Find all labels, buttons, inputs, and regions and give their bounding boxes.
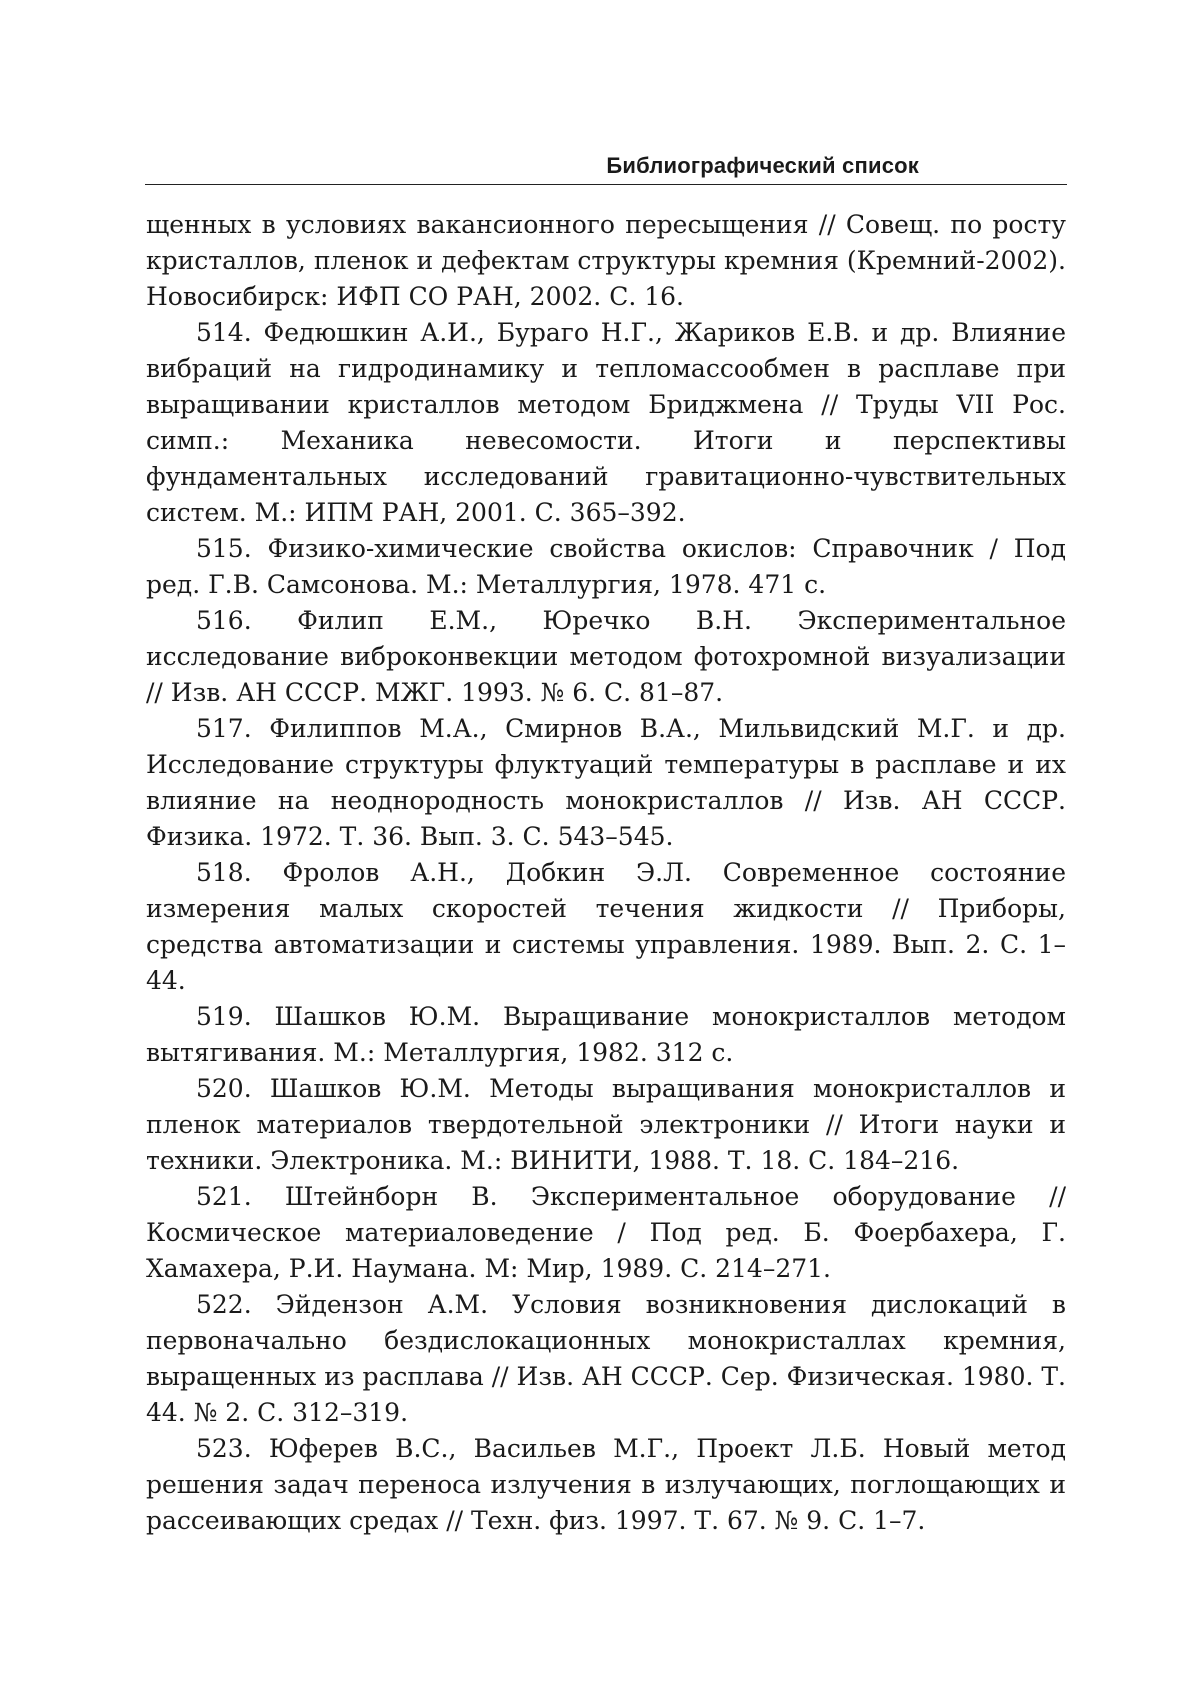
bibliography-entry-521: 521. Штейнборн В. Экспериментальное оборудование // Космическое материаловедение / Под ред. Б. Фоербахера, Г. Хамахера, Р.И. Наумана. М: Мир, 1989. С. 214–271. — [146, 1182, 1066, 1283]
running-title: Библиографический список — [606, 153, 919, 178]
bibliography-entry-520: 520. Шашков Ю.М. Методы выращивания монокристаллов и пленок материалов твердотельной электроники // Итоги науки и техники. Электроника. М.: ВИНИТИ, 1988. Т. 18. С. 184–216. — [146, 1074, 1066, 1175]
bibliography-entry-514: 514. Федюшкин А.И., Бураго Н.Г., Жариков Е.В. и др. Влияние вибраций на гидродинамику и тепломассообмен в расплаве при выращивании кристаллов методом Бриджмена // Труды VII Рос. симп.: Механика невесомости. Итоги и перспективы фундаментальных исследований гравитационно-чувствительных систем. М.: ИПМ РАН, 2001. С. 365–392. — [146, 318, 1066, 527]
bibliography-entry-517: 517. Филиппов М.А., Смирнов В.А., Мильвидский М.Г. и др. Исследование структуры флуктуаций температуры в расплаве и их влияние на неоднородность монокристаллов // Изв. АН СССР. Физика. 1972. Т. 36. Вып. 3. С. 543–545. — [146, 714, 1066, 851]
bibliography-entry-523: 523. Юферев В.С., Васильев М.Г., Проект Л.Б. Новый метод решения задач переноса излучения в излучающих, поглощающих и рассеивающих средах // Техн. физ. 1997. Т. 67. № 9. С. 1–7. — [146, 1434, 1066, 1535]
bibliography-entry-519: 519. Шашков Ю.М. Выращивание монокристаллов методом вытягивания. М.: Металлургия, 1982. 312 с. — [146, 1002, 1066, 1067]
bibliography-entry-515: 515. Физико-химические свойства окислов: Справочник / Под ред. Г.В. Самсонова. М.: Металлургия, 1978. 471 с. — [146, 534, 1066, 599]
bibliography-entry-518: 518. Фролов А.Н., Добкин Э.Л. Современное состояние измерения малых скоростей течения жидкости // Приборы, средства автоматизации и системы управления. 1989. Вып. 2. С. 1–44. — [146, 858, 1066, 995]
bibliography-entry-522: 522. Эйдензон А.М. Условия возникновения дислокаций в первоначально бездислокационных монокристаллах кремния, выращенных из расплава // Изв. АН СССР. Сер. Физическая. 1980. Т. 44. № 2. С. 312–319. — [146, 1290, 1066, 1427]
running-header — [145, 148, 1067, 185]
bibliography-entry-516: 516. Филип Е.М., Юречко В.Н. Экспериментальное исследование виброконвекции методом фотохромной визуализации // Изв. АН СССР. МЖГ. 1993. № 6. С. 81–87. — [146, 606, 1066, 707]
continuation-text: щенных в условиях вакансионного пересыщения // Совещ. по росту кристаллов, пленок и дефектам структуры кремния (Кремний-2002). Новосибирск: ИФП СО РАН, 2002. С. 16. — [146, 210, 1066, 311]
bibliography-list — [146, 207, 1066, 1539]
